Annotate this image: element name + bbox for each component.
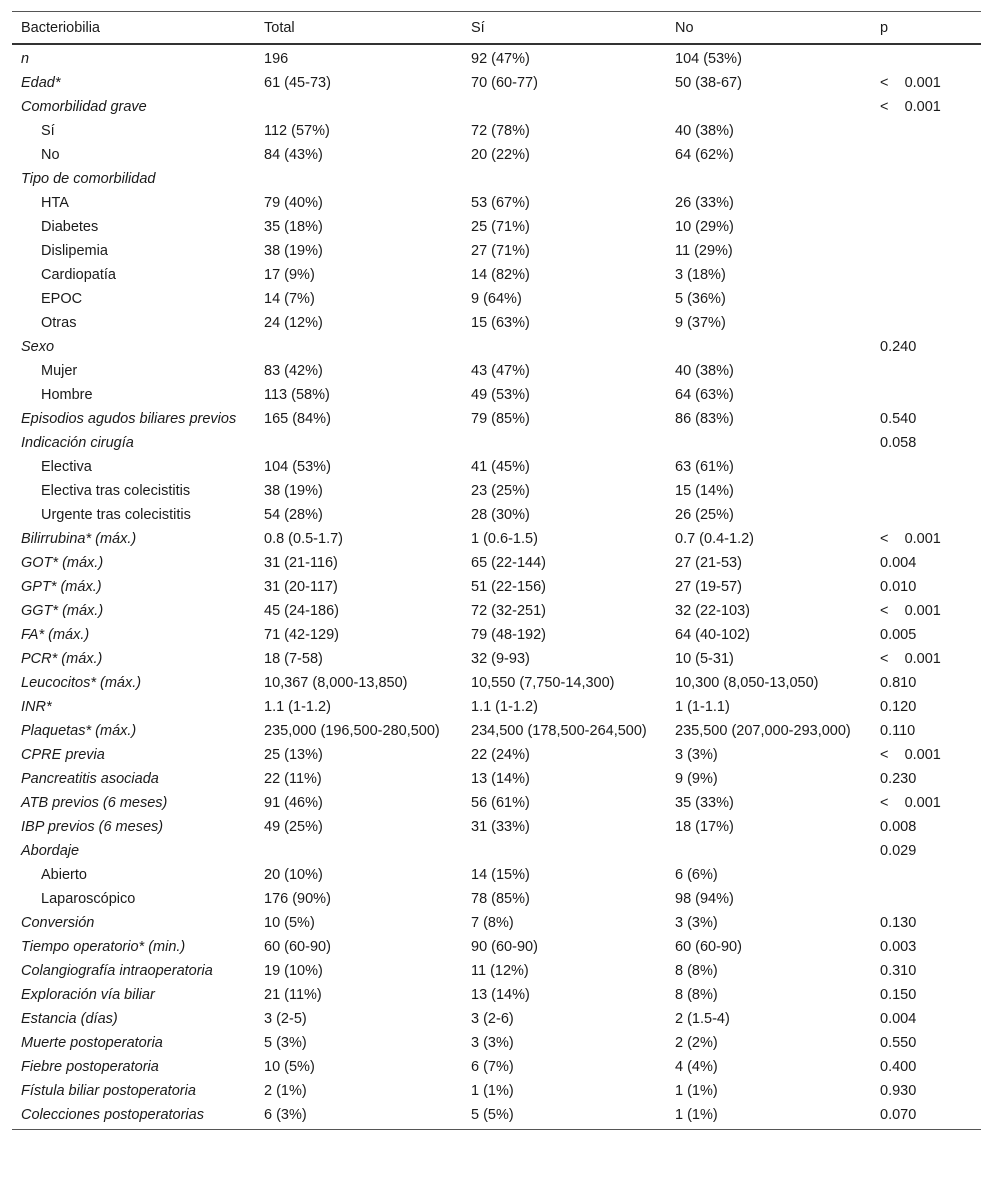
cell-si: 53 (67%): [471, 195, 530, 211]
cell-no: 235,500 (207,000-293,000): [675, 723, 851, 739]
cell-p: 0.130: [880, 915, 917, 931]
cell-total: 6 (3%): [255, 1103, 462, 1130]
table-row: [12, 911, 981, 935]
cell-total: 25 (13%): [264, 747, 323, 763]
table-row: [12, 44, 981, 71]
cell-total: 60 (60-90): [264, 939, 331, 955]
row-label: FA* (máx.): [21, 627, 90, 643]
row-label: Leucocitos* (máx.): [21, 675, 142, 691]
cell-p: [871, 311, 981, 335]
row-label: Fiebre postoperatoria: [21, 1059, 159, 1075]
cell-p: < 0.001: [880, 651, 941, 667]
cell-si: [462, 839, 666, 863]
header-variable: Bacteriobilia: [12, 12, 255, 45]
row-label: EPOC: [41, 291, 83, 307]
table-row: [12, 815, 981, 839]
cell-total: 61 (45-73): [264, 75, 331, 91]
table-row: [12, 167, 981, 191]
table-row: [12, 935, 981, 959]
table-row: [12, 95, 981, 119]
cell-si: 23 (25%): [471, 483, 530, 499]
cell-total: 24 (12%): [264, 315, 323, 331]
row-label: Urgente tras colecistitis: [41, 507, 191, 523]
table-row: [12, 359, 981, 383]
cell-no: 26 (33%): [675, 195, 734, 211]
table-row: [12, 767, 981, 791]
cell-no: 8 (8%): [675, 963, 718, 979]
row-label: Edad*: [21, 75, 61, 91]
row-label: Tipo de comorbilidad: [21, 171, 156, 187]
table-row: [12, 575, 981, 599]
cell-p: [871, 143, 981, 167]
cell-total: 84 (43%): [264, 147, 323, 163]
cell-p: [871, 383, 981, 407]
cell-p: [871, 191, 981, 215]
cell-no: 1 (1-1.1): [675, 699, 730, 715]
row-label: Tiempo operatorio* (min.): [21, 939, 186, 955]
cell-si: 28 (30%): [471, 507, 530, 523]
cell-p: [871, 263, 981, 287]
cell-total: 2 (1%): [264, 1083, 307, 1099]
row-label: GGT* (máx.): [21, 603, 104, 619]
cell-no: [666, 335, 871, 359]
cell-si: 11 (12%): [471, 963, 529, 979]
table-row: [12, 383, 981, 407]
cell-si: 41 (45%): [471, 459, 530, 475]
cell-si: 22 (24%): [471, 747, 530, 763]
cell-total: 112 (57%): [264, 123, 330, 139]
cell-total: 0.8 (0.5-1.7): [264, 531, 343, 547]
table-row: [12, 311, 981, 335]
cell-p: < 0.001: [880, 99, 941, 115]
cell-no: 26 (25%): [675, 507, 734, 523]
cell-p: 0.930: [880, 1083, 917, 1099]
header-no: No: [666, 12, 871, 45]
table-row: [12, 839, 981, 863]
cell-no: 40 (38%): [675, 363, 734, 379]
row-label: GPT* (máx.): [21, 579, 102, 595]
cell-si: 3 (2-6): [471, 1011, 514, 1027]
cell-p: 0.150: [880, 987, 917, 1003]
cell-total: 35 (18%): [264, 219, 323, 235]
table-row: [12, 719, 981, 743]
cell-p: 0.058: [880, 435, 917, 451]
cell-p: < 0.001: [880, 75, 941, 91]
cell-no: 32 (22-103): [675, 603, 750, 619]
cell-no: 63 (61%): [675, 459, 734, 475]
cell-total: 113 (58%): [264, 387, 330, 403]
table-row: [12, 551, 981, 575]
cell-p: 0.010: [880, 579, 917, 595]
cell-p: [871, 239, 981, 263]
table-row: [12, 71, 981, 95]
row-label: ATB previos (6 meses): [21, 795, 168, 811]
cell-p: < 0.001: [880, 531, 941, 547]
row-label: Otras: [41, 315, 77, 331]
cell-p: 0.070: [871, 1103, 981, 1130]
cell-no: 5 (36%): [675, 291, 726, 307]
cell-no: 0.7 (0.4-1.2): [675, 531, 754, 547]
cell-p: < 0.001: [880, 795, 941, 811]
cell-si: 70 (60-77): [471, 75, 538, 91]
cell-p: [871, 455, 981, 479]
cell-p: 0.540: [880, 411, 917, 427]
cell-p: 0.005: [880, 627, 917, 643]
table-row: [12, 1079, 981, 1103]
cell-no: 1 (1%): [666, 1103, 871, 1130]
cell-total: 79 (40%): [264, 195, 323, 211]
cell-total: 22 (11%): [264, 771, 322, 787]
cell-no: 1 (1%): [675, 1083, 718, 1099]
row-label: Episodios agudos biliares previos: [21, 411, 237, 427]
row-label: Comorbilidad grave: [21, 99, 147, 115]
cell-si: 51 (22-156): [471, 579, 546, 595]
cell-p: 0.550: [880, 1035, 917, 1051]
cell-no: 9 (37%): [675, 315, 726, 331]
cell-si: 234,500 (178,500-264,500): [471, 723, 647, 739]
cell-total: 91 (46%): [264, 795, 323, 811]
cell-si: 79 (48-192): [471, 627, 546, 643]
table-row: [12, 1007, 981, 1031]
cell-no: [666, 839, 871, 863]
cell-p: [871, 119, 981, 143]
table-row: [12, 431, 981, 455]
cell-p: 0.004: [880, 555, 917, 571]
cell-total: 10 (5%): [264, 915, 315, 931]
cell-si: 3 (3%): [471, 1035, 514, 1051]
bacteriobilia-table: [12, 11, 981, 1130]
cell-p: [871, 887, 981, 911]
cell-si: 10,550 (7,750-14,300): [471, 675, 615, 691]
table-row: [12, 407, 981, 431]
cell-si: 5 (5%): [462, 1103, 666, 1130]
table-row: [12, 1031, 981, 1055]
row-label: Cardiopatía: [41, 267, 116, 283]
cell-total: 17 (9%): [264, 267, 315, 283]
table-body: [12, 44, 981, 1130]
cell-si: 25 (71%): [471, 219, 530, 235]
cell-si: 72 (32-251): [471, 603, 546, 619]
cell-total: 38 (19%): [264, 483, 323, 499]
cell-si: 31 (33%): [471, 819, 530, 835]
cell-total: 165 (84%): [264, 411, 331, 427]
cell-no: 64 (40-102): [675, 627, 750, 643]
cell-si: 49 (53%): [471, 387, 530, 403]
cell-no: 104 (53%): [675, 51, 742, 67]
row-label: Plaquetas* (máx.): [21, 723, 137, 739]
cell-total: [255, 431, 462, 455]
cell-si: 14 (82%): [471, 267, 530, 283]
cell-no: 10 (29%): [675, 219, 734, 235]
table-row: [12, 887, 981, 911]
cell-si: 9 (64%): [471, 291, 522, 307]
table-row: [12, 983, 981, 1007]
table-row: [12, 215, 981, 239]
cell-si: [462, 167, 666, 191]
cell-no: 2 (1.5-4): [675, 1011, 730, 1027]
table-row: [12, 503, 981, 527]
row-label: Colecciones postoperatorias: [12, 1103, 255, 1130]
table-row: [12, 119, 981, 143]
cell-no: 98 (94%): [675, 891, 734, 907]
cell-total: 31 (20-117): [264, 579, 338, 595]
row-label: Dislipemia: [41, 243, 108, 259]
cell-total: 54 (28%): [264, 507, 323, 523]
table-row: [12, 143, 981, 167]
row-label: Fístula biliar postoperatoria: [21, 1083, 196, 1099]
cell-no: 3 (18%): [675, 267, 726, 283]
cell-si: 65 (22-144): [471, 555, 546, 571]
cell-no: 8 (8%): [675, 987, 718, 1003]
cell-total: 31 (21-116): [264, 555, 338, 571]
cell-total: 10,367 (8,000-13,850): [264, 675, 408, 691]
row-label: Indicación cirugía: [21, 435, 134, 451]
cell-si: 13 (14%): [471, 987, 530, 1003]
table-row: [12, 695, 981, 719]
cell-si: 27 (71%): [471, 243, 530, 259]
table-row: [12, 455, 981, 479]
cell-no: 27 (19-57): [675, 579, 742, 595]
cell-total: 1.1 (1-1.2): [264, 699, 331, 715]
row-label: Sí: [41, 123, 55, 139]
row-label: Colangiografía intraoperatoria: [21, 963, 213, 979]
cell-no: 10 (5-31): [675, 651, 734, 667]
cell-p: [871, 479, 981, 503]
row-label: Muerte postoperatoria: [21, 1035, 163, 1051]
cell-p: < 0.001: [880, 747, 941, 763]
cell-p: 0.810: [880, 675, 917, 691]
row-label: HTA: [41, 195, 69, 211]
cell-no: 11 (29%): [675, 243, 733, 259]
cell-p: 0.240: [880, 339, 917, 355]
table-row: [12, 599, 981, 623]
row-label: Sexo: [21, 339, 55, 355]
cell-si: [462, 95, 666, 119]
cell-p: 0.004: [880, 1011, 917, 1027]
table-header-row: [12, 12, 981, 45]
cell-no: 60 (60-90): [675, 939, 742, 955]
bacteriobilia-table-container: [12, 11, 981, 1130]
cell-no: 3 (3%): [675, 915, 718, 931]
cell-p: [871, 215, 981, 239]
cell-si: [462, 431, 666, 455]
cell-si: [462, 335, 666, 359]
row-label: Electiva tras colecistitis: [41, 483, 191, 499]
cell-p: 0.230: [880, 771, 917, 787]
row-label: Diabetes: [41, 219, 99, 235]
cell-no: [666, 167, 871, 191]
cell-p: [871, 287, 981, 311]
cell-total: 20 (10%): [264, 867, 323, 883]
cell-no: 35 (33%): [675, 795, 734, 811]
table-row: [12, 959, 981, 983]
cell-total: 71 (42-129): [264, 627, 339, 643]
table-row: [12, 335, 981, 359]
cell-si: 20 (22%): [471, 147, 530, 163]
cell-no: 2 (2%): [675, 1035, 718, 1051]
cell-total: 5 (3%): [264, 1035, 307, 1051]
cell-si: 90 (60-90): [471, 939, 538, 955]
cell-total: [255, 167, 462, 191]
row-label: n: [21, 51, 30, 67]
cell-si: 1.1 (1-1.2): [471, 699, 538, 715]
cell-no: 27 (21-53): [675, 555, 742, 571]
cell-no: 40 (38%): [675, 123, 734, 139]
header-si: Sí: [462, 12, 666, 45]
cell-si: 15 (63%): [471, 315, 530, 331]
row-label: Laparoscópico: [41, 891, 136, 907]
cell-no: 18 (17%): [675, 819, 734, 835]
cell-p: < 0.001: [880, 603, 941, 619]
table-row: [12, 479, 981, 503]
header-total: Total: [255, 12, 462, 45]
row-label: IBP previos (6 meses): [21, 819, 164, 835]
cell-total: 21 (11%): [264, 987, 322, 1003]
cell-no: 64 (62%): [675, 147, 734, 163]
table-row: [12, 1103, 981, 1130]
cell-total: 196: [264, 51, 289, 67]
cell-total: [255, 95, 462, 119]
cell-total: [255, 335, 462, 359]
table-row: [12, 743, 981, 767]
cell-no: [666, 431, 871, 455]
row-label: Mujer: [41, 363, 78, 379]
cell-total: 14 (7%): [264, 291, 315, 307]
cell-si: 1 (0.6-1.5): [471, 531, 538, 547]
cell-si: 32 (9-93): [471, 651, 530, 667]
cell-total: 18 (7-58): [264, 651, 323, 667]
cell-si: 43 (47%): [471, 363, 530, 379]
row-label: GOT* (máx.): [21, 555, 104, 571]
cell-si: 92 (47%): [471, 51, 530, 67]
cell-total: 49 (25%): [264, 819, 323, 835]
table-row: [12, 623, 981, 647]
header-p: p: [871, 12, 981, 45]
cell-no: 10,300 (8,050-13,050): [675, 675, 819, 691]
cell-p: 0.310: [880, 963, 917, 979]
table-row: [12, 287, 981, 311]
cell-total: 19 (10%): [264, 963, 323, 979]
cell-no: 86 (83%): [675, 411, 734, 427]
cell-no: 50 (38-67): [675, 75, 742, 91]
cell-p: [871, 503, 981, 527]
cell-p: [871, 44, 981, 71]
table-row: [12, 191, 981, 215]
cell-no: 6 (6%): [675, 867, 718, 883]
row-label: Bilirrubina* (máx.): [21, 531, 137, 547]
cell-si: 6 (7%): [471, 1059, 514, 1075]
table-row: [12, 791, 981, 815]
row-label: Estancia (días): [21, 1011, 118, 1027]
table-row: [12, 671, 981, 695]
table-row: [12, 647, 981, 671]
row-label: PCR* (máx.): [21, 651, 103, 667]
cell-no: 4 (4%): [675, 1059, 718, 1075]
cell-si: 79 (85%): [471, 411, 530, 427]
row-label: Conversión: [21, 915, 95, 931]
cell-total: 3 (2-5): [264, 1011, 307, 1027]
row-label: Abierto: [41, 867, 87, 883]
cell-total: 104 (53%): [264, 459, 331, 475]
cell-p: 0.003: [880, 939, 917, 955]
cell-p: 0.400: [880, 1059, 917, 1075]
cell-si: 56 (61%): [471, 795, 530, 811]
cell-p: [871, 359, 981, 383]
cell-si: 13 (14%): [471, 771, 530, 787]
cell-si: 78 (85%): [471, 891, 530, 907]
cell-p: [871, 167, 981, 191]
row-label: No: [41, 147, 60, 163]
table-row: [12, 1055, 981, 1079]
cell-si: 14 (15%): [471, 867, 530, 883]
row-label: Hombre: [41, 387, 93, 403]
cell-si: 72 (78%): [471, 123, 530, 139]
row-label: Abordaje: [21, 843, 80, 859]
cell-no: 9 (9%): [675, 771, 718, 787]
cell-total: 10 (5%): [264, 1059, 315, 1075]
cell-si: 1 (1%): [471, 1083, 514, 1099]
row-label: Pancreatitis asociada: [21, 771, 159, 787]
row-label: INR*: [21, 699, 52, 715]
cell-total: [255, 839, 462, 863]
table-row: [12, 263, 981, 287]
cell-total: 235,000 (196,500-280,500): [264, 723, 440, 739]
table-row: [12, 527, 981, 551]
row-label: CPRE previa: [21, 747, 105, 763]
table-row: [12, 863, 981, 887]
cell-p: 0.008: [880, 819, 917, 835]
cell-no: 15 (14%): [675, 483, 734, 499]
cell-no: 3 (3%): [675, 747, 718, 763]
cell-total: 176 (90%): [264, 891, 331, 907]
cell-no: [666, 95, 871, 119]
cell-p: [871, 863, 981, 887]
table-row: [12, 239, 981, 263]
cell-no: 64 (63%): [675, 387, 734, 403]
cell-total: 38 (19%): [264, 243, 323, 259]
cell-p: 0.029: [880, 843, 917, 859]
cell-total: 83 (42%): [264, 363, 323, 379]
row-label: Electiva: [41, 459, 92, 475]
cell-p: 0.120: [880, 699, 917, 715]
cell-total: 45 (24-186): [264, 603, 339, 619]
cell-si: 7 (8%): [471, 915, 514, 931]
row-label: Exploración vía biliar: [21, 987, 155, 1003]
cell-p: 0.110: [880, 723, 916, 739]
